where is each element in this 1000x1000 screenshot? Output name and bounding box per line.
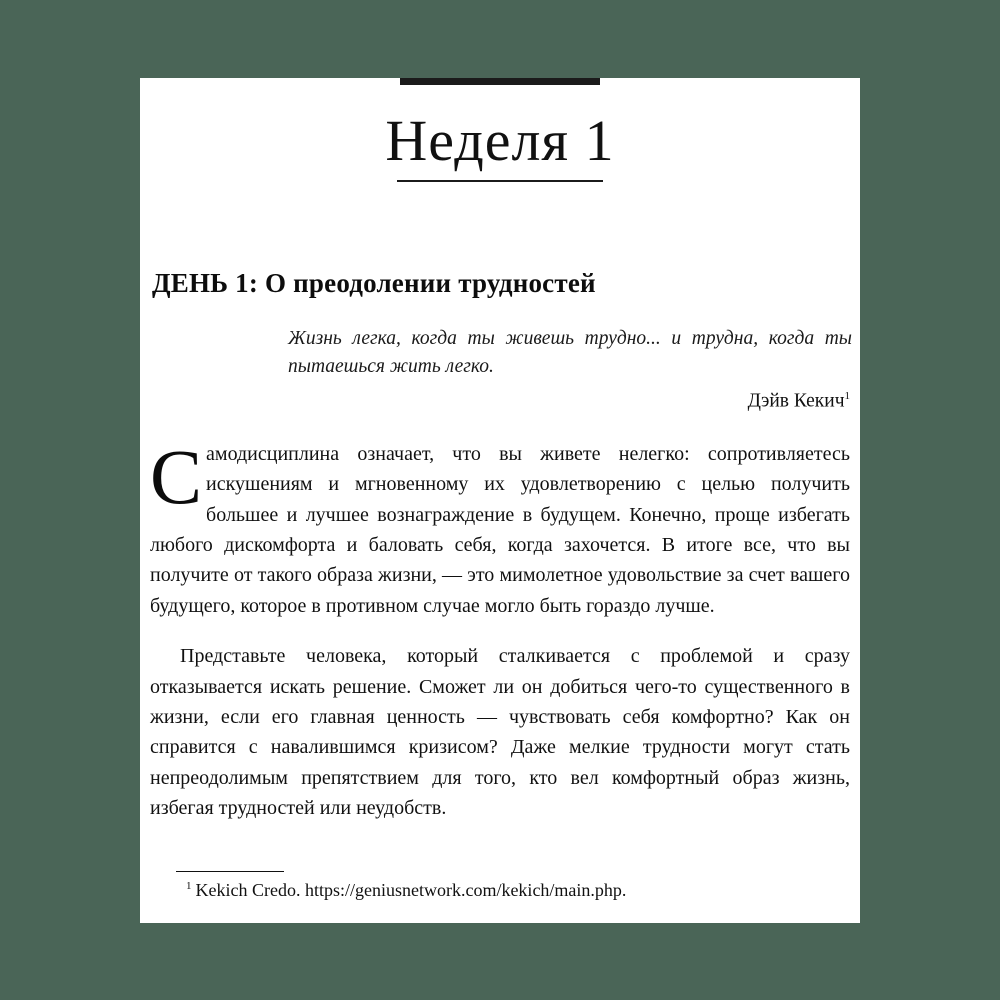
- epigraph-text: Жизнь легка, когда ты живешь трудно... и трудна, когда ты пытаешься жить легко.: [288, 327, 852, 377]
- body-text: [148, 432, 852, 824]
- chapter-rule-bottom: [397, 180, 603, 182]
- paragraph-1-text: амодисциплина означает, что вы живете нелегко: сопротивляетесь искушениям и мгновенному их удовлетворению с целью получить большее и лучшее вознаграждение в будущем. Конечно, проще избегать любого дискомфорта и баловать себя, когда захочется. В итоге все, что вы получите от такого образа жизни, — это мимолетное удовольствие за счет вашего будущего, которое в противном случае могло быть гораздо лучше.: [150, 442, 850, 617]
- footnote-marker-inline: 1: [844, 390, 850, 403]
- paragraph-2: Представьте человека, который сталкивается с проблемой и сразу отказывается искать решение. Сможет ли он добиться чего-то существенного в жизни, если его главная ценность — чувствовать себя комфортно? Как он справится с навалившимся кризисом? Даже мелкие трудности могут стать непреодолимым препятствием для того, кто вел комфортный образ жизнь, избегая трудностей или неудобств.: [150, 645, 850, 820]
- footnote-area: [150, 871, 850, 902]
- footnote-marker: 1: [186, 880, 192, 892]
- footnote-text: [150, 880, 850, 901]
- book-page: [140, 78, 860, 923]
- footnote-rule: [176, 871, 284, 873]
- day-heading: ДЕНЬ 1: О преодолении трудностей: [152, 267, 596, 298]
- footnote-body: Kekich Credo. https://geniusnetwork.com/kekich/main.php.: [195, 880, 627, 900]
- paragraph-1: [150, 432, 850, 621]
- chapter-rule-top: [400, 78, 600, 85]
- epigraph-attribution-name: Дэйв Кекич: [747, 390, 845, 412]
- chapter-title: Неделя 1: [385, 108, 615, 173]
- epigraph-attribution: [148, 390, 852, 413]
- page-content: [140, 78, 860, 923]
- drop-cap: С: [150, 432, 203, 520]
